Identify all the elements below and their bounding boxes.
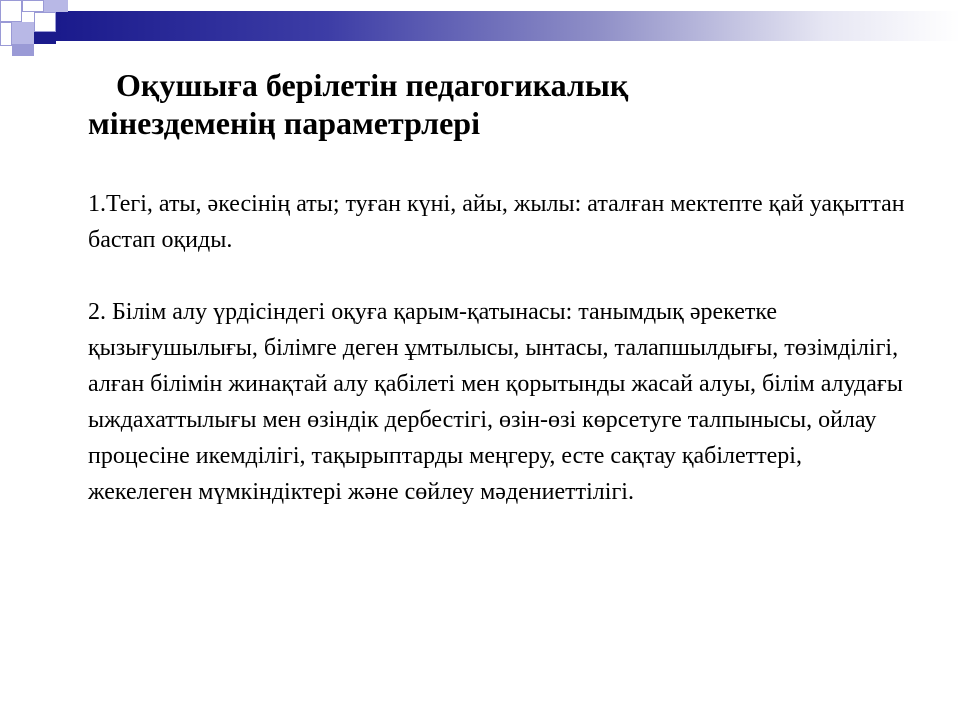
slide-title-line-2: мінездеменің параметрлері bbox=[88, 105, 480, 141]
paragraph-2: 2. Білім алу үрдісіндегі оқуға қарым-қатынасы: танымдық әрекетке қызығушылығы, білімге деген ұмтылысы, ынтасы, талапшылдығы, төзімділігі, алған білімін жинақтай алу қабілеті мен қорытынды жасай алуы, білім алудағы ыждахаттылығы мен өзіндік дербестігі, өзін-өзі көрсетуге талпынысы, ойлау процесіне икемділігі, тақырыптарды меңгеру, есте сақтау қабілеттері, жекелеген мүмкіндіктері және сөйлеу мәдениеттілігі. bbox=[88, 299, 903, 505]
corner-square bbox=[34, 12, 56, 32]
slide-title-line-1: Оқушыға берілетін педагогикалық bbox=[116, 67, 629, 103]
corner-square bbox=[12, 44, 34, 56]
corner-square bbox=[44, 0, 68, 12]
corner-square bbox=[0, 0, 22, 22]
slide-content bbox=[88, 66, 908, 510]
corner-square bbox=[12, 22, 34, 44]
corner-square bbox=[22, 0, 44, 12]
paragraph-1: 1.Тегі, аты, әкесінің аты; туған күні, айы, жылы: аталған мектепте қай уақыттан бастап оқиды. bbox=[88, 191, 905, 253]
corner-square bbox=[34, 32, 56, 44]
slide-title bbox=[88, 66, 908, 142]
corner-square bbox=[0, 22, 12, 46]
header-gradient-band bbox=[56, 11, 960, 41]
